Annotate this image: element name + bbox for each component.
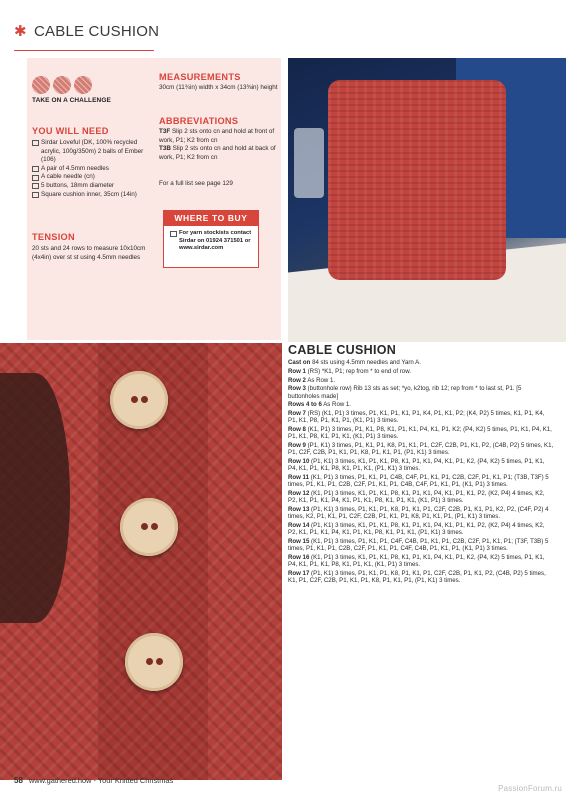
tension-section (32, 232, 150, 262)
measurements-heading: MEASUREMENTS (159, 72, 241, 82)
tension-text: 20 sts and 24 rows to measure 10x10cm (4x4in) over st st using 4.5mm needles (32, 245, 146, 261)
pattern-row (288, 359, 554, 366)
row-label: Row 10 (288, 458, 310, 466)
checkbox-icon (32, 140, 39, 146)
measurements-text: 30cm (11¾in) width x 34cm (13⅜in) height (159, 84, 278, 91)
row-text: (buttonhole row) Rib 13 sts as set; *yo, k2tog, rib 12; rep from * to last st, P1. [5 buttonholes made] (288, 385, 522, 400)
row-text: As Row 1. (323, 401, 352, 409)
wooden-button-image (110, 371, 168, 429)
row-label: Row 16 (288, 554, 310, 562)
where-to-buy-text: For yarn stockists contact Sirdar on 01924 371501 or www.sirdar.com (179, 230, 252, 252)
pattern-row (288, 522, 554, 536)
row-text: (P1, K1) 3 times, K1, P1, K1, P8, K1, P1, K1, P4, K1, P1, K2, (P4, K2) 5 times, P1, K1, P4, K1, P1, K1, P8, K1, P1, K1, (P1, K1) 3 times. (288, 458, 545, 473)
row-text: (P1, K1) 3 times, P1, K1, P1, K8, P1, K1, P1, C2F, C2B, P1, K1, P2, (C4B, P2) 5 times, K1, P1, C2F, C2B, P1, K1, P1, K8, P1, K1, P1, (P1, K1) 3 times. (288, 442, 554, 457)
checkbox-icon (32, 192, 39, 198)
checkbox-icon (32, 183, 39, 189)
row-text: (K1, P1) 3 times, P1, K1, P1, C4F, C4B, P1, K1, P1, C2B, C2F, P1, K1, P1; (T3F, T3B) 5 times, P1, K1, P1, C2B, C2F, P1, K1, P1, C4F, C4B, P1, K1, P1, (K1, P1) 3 times. (288, 538, 549, 553)
abbreviation-item: T3B Slip 2 sts onto cn and hold at back of work, P1; K2 from cn (159, 145, 276, 161)
wooden-button-image (120, 498, 178, 556)
materials-item: A cable needle (cn) (32, 173, 150, 182)
row-label: Row 13 (288, 506, 310, 514)
pattern-row (288, 426, 554, 440)
row-label: Row 3 (288, 385, 306, 393)
you-will-need-section (32, 126, 150, 199)
row-label: Row 2 (288, 376, 306, 384)
pattern-row (288, 377, 554, 384)
row-label: Row 17 (288, 570, 310, 578)
row-label: Row 12 (288, 490, 310, 498)
footer-text: www.gathered.how - Your Knitted Christmas (28, 776, 174, 785)
row-text: (P1, K1) 3 times, K1, P1, K1, P8, K1, P1, K1, P4, K1, P1, K1, P2, (K2, P4) 4 times, K2, P2, K1, P1, K1, P4, K1, P1, K1, P8, K1, P1, K1, (P1, K1) 3 times. (288, 522, 545, 537)
pattern-row (288, 538, 554, 552)
row-label: Row 15 (288, 538, 310, 546)
pattern-row (288, 458, 554, 472)
row-text: (RS) (K1, P1) 3 times, P1, K1, P1, K1, P1, K4, P1, K1, P2; (K4, P2) 5 times, K1, P1, K4, P1, K1, P8, P1, K1, P1, (K1, P1) 3 times. (288, 410, 545, 425)
pattern-row (288, 401, 554, 408)
row-text: As Row 1. (307, 376, 336, 384)
row-label: Row 8 (288, 426, 306, 434)
pattern-row (288, 442, 554, 456)
buttons-closeup-photo (0, 343, 282, 780)
where-to-buy-box (163, 210, 259, 268)
difficulty-label: TAKE ON A CHALLENGE (32, 97, 111, 104)
page-number: 58 (14, 776, 23, 785)
row-label: Cast on (288, 359, 311, 366)
where-to-buy-heading: WHERE TO BUY (163, 210, 259, 226)
row-text: (P1, K1) 3 times, P1, K1, P1, K8, P1, K1, P1, C2F, C2B, P1, K1, P1, K2, P2, (C4F, P2) 4 times, K2, P1, K1, P1, C2F, C2B, P1, K1, P1, K8, P1, K1, P1, (P1, K1) 3 times. (288, 506, 549, 521)
row-label: Row 11 (288, 474, 309, 482)
row-text: (RS) *K1, P1; rep from * to end of row. (307, 367, 411, 375)
row-text: (P1, K1) 3 times, P1, K1, P1, K8, P1, K1, P1, C2F, C2B, P1, K1, P2, (C4B, P2) 5 times, K1, P1, C2F, C2B, P1, K1, P1, K8, P1, K1, P1, (P1, K1) 3 times. (288, 570, 546, 585)
pattern-row (288, 385, 554, 399)
pattern-section (288, 343, 554, 586)
checkbox-icon (32, 175, 39, 181)
pattern-row (288, 554, 554, 568)
yarn-ball-icon (74, 76, 92, 94)
header-rule (14, 50, 154, 51)
pattern-title: CABLE CUSHION (288, 343, 397, 357)
abbreviations-section (159, 116, 279, 162)
row-label: Row 14 (288, 522, 310, 530)
tension-heading: TENSION (32, 232, 75, 242)
row-text: (K1, P1) 3 times, P1, K1, P8, K1, P1, K1, P4, K1, P1, K2; (P4, K2) 5 times, P1, K1, P4, K1, P1, K1, P8, K1, P1, K1, (K1, P1) 3 times. (288, 426, 552, 441)
abbreviation-item: T3F Slip 2 sts onto cn and hold at front of work, P1; K2 from cn (159, 128, 275, 144)
pattern-row (288, 570, 554, 584)
pattern-row (288, 368, 554, 375)
page-header (14, 20, 159, 42)
full-list-note: For a full list see page 129 (159, 180, 233, 187)
materials-item: A pair of 4.5mm needles (32, 165, 150, 174)
watermark: PassionForum.ru (498, 784, 562, 793)
wooden-button-image (125, 633, 183, 691)
info-box (27, 58, 281, 340)
pattern-row (288, 490, 554, 504)
pattern-row (288, 410, 554, 424)
page-title: CABLE CUSHION (34, 22, 160, 40)
materials-item: 5 buttons, 18mm diameter (32, 182, 150, 191)
cable-cushion-image (328, 80, 506, 280)
pattern-instructions (288, 359, 554, 585)
materials-item: Square cushion inner, 35cm (14in) (32, 191, 150, 200)
you-will-need-heading: YOU WILL NEED (32, 126, 109, 136)
page-footer (14, 776, 173, 785)
row-text: (K1, P1) 3 times, K1, P1, K1, P8, K1, P1, K1, P4, K1, P1, K2, (P4, K2) 5 times, P1, K1, P4, K1, P1, K1, P8, K1, P1, K1, (K1, P1) 3 times. (288, 554, 545, 569)
row-label: Row 7 (288, 410, 306, 418)
yarn-ball-icon (53, 76, 71, 94)
row-label: Rows 4 to 6 (288, 401, 322, 409)
abbreviations-heading: ABBREVIATIONS (159, 116, 239, 126)
snowflake-icon: ✱ (14, 22, 27, 40)
difficulty-rating (32, 76, 92, 94)
cushion-photo (288, 58, 566, 342)
pattern-row (288, 506, 554, 520)
row-text: (K1, P1) 3 times, P1, K1, P1, C4B, C4F, P1, K1, P1, C2B, C2F, P1, K1, P1; (T3B, T3F) 5 times, P1, K1, P1, C2B, C2F, P1, K1, P1, C4B, C4F, P1, K1, P1, (K1, P1) 3 times. (288, 474, 549, 489)
row-label: Row 9 (288, 442, 306, 450)
row-label: Row 1 (288, 367, 306, 375)
measurements-section (159, 72, 279, 93)
pattern-row (288, 474, 554, 488)
yarn-ball-icon (32, 76, 50, 94)
row-text: 84 sts using 4.5mm needles and Yarn A. (312, 359, 421, 366)
checkbox-icon (32, 166, 39, 172)
row-text: (K1, P1) 3 times, K1, P1, K1, P8, K1, P1, K1, P4, K1, P1, K1, P2, (K2, P4) 4 times, K2, P2, K1, P1, K1, P4, K1, P1, K1, P8, K1, P1, K1, (K1, P1) 3 times. (288, 490, 545, 505)
checkbox-icon (170, 231, 177, 237)
materials-item: Sirdar Loveful (DK, 100% recycled acrylic, 100g/350m) 2 balls of Ember (106) (32, 139, 150, 165)
